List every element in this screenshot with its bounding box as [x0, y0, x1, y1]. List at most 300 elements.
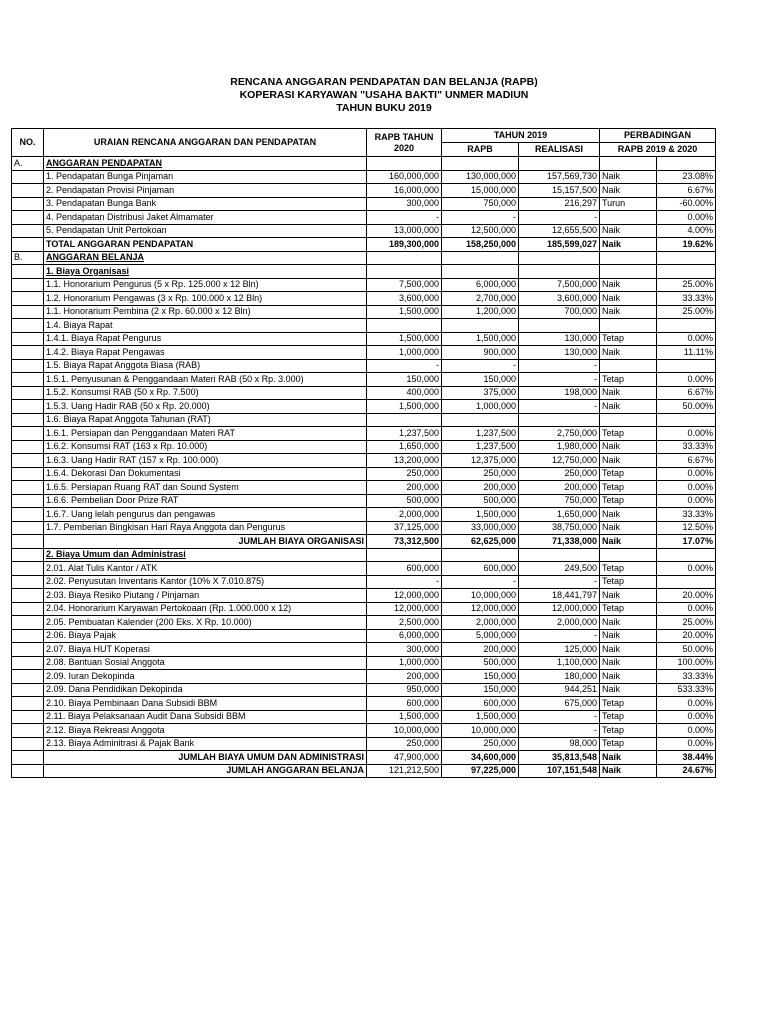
row-rapb-2020: - — [367, 211, 442, 225]
row-number — [12, 197, 44, 211]
row-number — [12, 467, 44, 481]
row-label: 1.2. Honorarium Pengawas (3 x Rp. 100.000 x 12 Bln) — [44, 292, 367, 306]
row-keterangan: Naik — [600, 589, 657, 603]
row-keterangan: Tetap — [600, 494, 657, 508]
row-rapb-2019: 6,000,000 — [442, 278, 519, 292]
header-rapb-2020-line1: RAPB TAHUN — [374, 131, 434, 142]
row-label: JUMLAH ANGGARAN BELANJA — [44, 764, 367, 778]
row-keterangan: Naik — [600, 400, 657, 414]
row-label: 2. Biaya Umum dan Administrasi — [44, 548, 367, 562]
row-realisasi — [519, 548, 600, 562]
table-row — [12, 548, 716, 562]
row-keterangan: Tetap — [600, 332, 657, 346]
table-row — [12, 602, 716, 616]
row-label: JUMLAH BIAYA UMUM DAN ADMINISTRASI — [44, 751, 367, 765]
row-realisasi — [519, 319, 600, 333]
table-row — [12, 508, 716, 522]
row-label: 2.10. Biaya Pembinaan Dana Subsidi BBM — [44, 697, 367, 711]
row-rapb-2020: 500,000 — [367, 494, 442, 508]
table-row — [12, 184, 716, 198]
row-percentage: 0.00% — [657, 211, 716, 225]
row-rapb-2019: 1,237,500 — [442, 427, 519, 441]
row-rapb-2020: 1,000,000 — [367, 346, 442, 360]
row-rapb-2020: 6,000,000 — [367, 629, 442, 643]
header-rapb-2020-line2: 2020 — [393, 142, 415, 153]
row-rapb-2019: 150,000 — [442, 683, 519, 697]
row-rapb-2019: - — [442, 575, 519, 589]
row-rapb-2019 — [442, 265, 519, 279]
row-rapb-2019: 5,000,000 — [442, 629, 519, 643]
header-rapb-2019: RAPB — [442, 143, 519, 157]
row-number — [12, 265, 44, 279]
row-realisasi: 185,599,027 — [519, 238, 600, 252]
row-realisasi: 198,000 — [519, 386, 600, 400]
row-rapb-2019: 750,000 — [442, 197, 519, 211]
table-row — [12, 467, 716, 481]
row-realisasi — [519, 413, 600, 427]
row-rapb-2020: 1,500,000 — [367, 332, 442, 346]
row-keterangan: Naik — [600, 670, 657, 684]
row-percentage: 0.00% — [657, 427, 716, 441]
row-rapb-2020: 189,300,000 — [367, 238, 442, 252]
table-row — [12, 454, 716, 468]
row-keterangan: Naik — [600, 521, 657, 535]
row-realisasi: 1,980,000 — [519, 440, 600, 454]
row-number — [12, 170, 44, 184]
row-keterangan: Tetap — [600, 427, 657, 441]
row-rapb-2019: 1,000,000 — [442, 400, 519, 414]
row-realisasi: 38,750,000 — [519, 521, 600, 535]
row-percentage — [657, 548, 716, 562]
row-rapb-2020 — [367, 548, 442, 562]
row-percentage: 33.33% — [657, 440, 716, 454]
row-rapb-2020: 121,212,500 — [367, 764, 442, 778]
row-label: 2.08. Bantuan Sosial Anggota — [44, 656, 367, 670]
table-row — [12, 251, 716, 265]
row-realisasi: 12,000,000 — [519, 602, 600, 616]
row-number — [12, 764, 44, 778]
row-percentage: 25.00% — [657, 278, 716, 292]
row-number — [12, 224, 44, 238]
row-rapb-2019: 250,000 — [442, 737, 519, 751]
report-title-line-1: RENCANA ANGGARAN PENDAPATAN DAN BELANJA (RAPB) — [230, 76, 538, 88]
row-rapb-2019: 375,000 — [442, 386, 519, 400]
row-percentage: 0.00% — [657, 562, 716, 576]
row-label: 1.6.6. Pembelian Door Prize RAT — [44, 494, 367, 508]
row-keterangan: Tetap — [600, 467, 657, 481]
row-label: 2.06. Biaya Pajak — [44, 629, 367, 643]
row-rapb-2020: 37,125,000 — [367, 521, 442, 535]
row-keterangan: Naik — [600, 292, 657, 306]
row-keterangan — [600, 359, 657, 373]
row-percentage: 33.33% — [657, 670, 716, 684]
row-realisasi: 216,297 — [519, 197, 600, 211]
row-rapb-2019: 900,000 — [442, 346, 519, 360]
row-percentage: 0.00% — [657, 481, 716, 495]
row-realisasi: 2,000,000 — [519, 616, 600, 630]
header-no: NO. — [12, 129, 44, 157]
row-realisasi: 130,000 — [519, 346, 600, 360]
row-keterangan: Tetap — [600, 710, 657, 724]
row-rapb-2019: 10,000,000 — [442, 589, 519, 603]
row-rapb-2019: - — [442, 359, 519, 373]
row-rapb-2019: 97,225,000 — [442, 764, 519, 778]
row-rapb-2020: 1,650,000 — [367, 440, 442, 454]
row-rapb-2020: 1,500,000 — [367, 400, 442, 414]
row-rapb-2019: 12,375,000 — [442, 454, 519, 468]
row-keterangan: Naik — [600, 224, 657, 238]
row-label: 2.09. Iuran Dekopinda — [44, 670, 367, 684]
row-keterangan: Turun — [600, 197, 657, 211]
row-number — [12, 413, 44, 427]
row-rapb-2019: - — [442, 211, 519, 225]
row-rapb-2020: 300,000 — [367, 643, 442, 657]
row-realisasi: 3,600,000 — [519, 292, 600, 306]
row-number — [12, 238, 44, 252]
table-row — [12, 656, 716, 670]
row-label: 1.5. Biaya Rapat Anggota Biasa (RAB) — [44, 359, 367, 373]
row-number — [12, 184, 44, 198]
row-percentage: 6.67% — [657, 386, 716, 400]
table-row — [12, 224, 716, 238]
row-number — [12, 440, 44, 454]
table-row — [12, 332, 716, 346]
table-row — [12, 710, 716, 724]
table-row — [12, 265, 716, 279]
table-row — [12, 319, 716, 333]
row-number — [12, 737, 44, 751]
header-perbandingan: PERBADINGAN — [600, 129, 716, 143]
row-number — [12, 319, 44, 333]
row-keterangan: Naik — [600, 643, 657, 657]
row-rapb-2019: 2,700,000 — [442, 292, 519, 306]
row-percentage: 0.00% — [657, 332, 716, 346]
row-rapb-2020 — [367, 265, 442, 279]
row-keterangan: Naik — [600, 305, 657, 319]
row-label: 2. Pendapatan Provisi Pinjaman — [44, 184, 367, 198]
row-percentage: 0.00% — [657, 724, 716, 738]
row-rapb-2020: - — [367, 575, 442, 589]
row-realisasi: 675,000 — [519, 697, 600, 711]
row-number — [12, 643, 44, 657]
row-label: 1.5.2. Konsumsi RAB (50 x Rp. 7.500) — [44, 386, 367, 400]
table-row — [12, 359, 716, 373]
row-number — [12, 400, 44, 414]
row-realisasi: - — [519, 400, 600, 414]
row-rapb-2020: 300,000 — [367, 197, 442, 211]
row-label: 1.1. Honorarium Pengurus (5 x Rp. 125.000 x 12 Bln) — [44, 278, 367, 292]
row-rapb-2020: 250,000 — [367, 467, 442, 481]
header-tahun-2019: TAHUN 2019 — [442, 129, 600, 143]
row-percentage: 4.00% — [657, 224, 716, 238]
row-rapb-2019: 1,500,000 — [442, 508, 519, 522]
row-rapb-2020: 950,000 — [367, 683, 442, 697]
row-label: 2.11. Biaya Pelaksanaan Audit Dana Subsidi BBM — [44, 710, 367, 724]
table-row — [12, 751, 716, 765]
table-row — [12, 373, 716, 387]
row-realisasi: 7,500,000 — [519, 278, 600, 292]
row-label: 2.02. Penyusutan Inventaris Kantor (10% X 7.010.875) — [44, 575, 367, 589]
row-keterangan: Tetap — [600, 481, 657, 495]
row-number — [12, 427, 44, 441]
row-label: 1.6.2. Konsumsi RAT (163 x Rp. 10.000) — [44, 440, 367, 454]
row-number — [12, 751, 44, 765]
row-rapb-2020: 400,000 — [367, 386, 442, 400]
row-rapb-2019: 200,000 — [442, 643, 519, 657]
row-label: 1.6.7. Uang lelah pengurus dan pengawas — [44, 508, 367, 522]
table-row — [12, 346, 716, 360]
table-row — [12, 494, 716, 508]
row-keterangan: Naik — [600, 629, 657, 643]
row-rapb-2020: 12,000,000 — [367, 589, 442, 603]
row-rapb-2019: 33,000,000 — [442, 521, 519, 535]
row-rapb-2020: 200,000 — [367, 481, 442, 495]
row-realisasi: 12,750,000 — [519, 454, 600, 468]
table-row — [12, 211, 716, 225]
row-number — [12, 683, 44, 697]
table-row — [12, 197, 716, 211]
row-realisasi: 71,338,000 — [519, 535, 600, 549]
row-keterangan: Tetap — [600, 602, 657, 616]
row-realisasi: 200,000 — [519, 481, 600, 495]
row-number — [12, 481, 44, 495]
header-rapb-compare: RAPB 2019 & 2020 — [600, 143, 716, 157]
row-realisasi: 15,157,500 — [519, 184, 600, 198]
row-number — [12, 575, 44, 589]
row-rapb-2020: 600,000 — [367, 697, 442, 711]
table-row — [12, 589, 716, 603]
row-number — [12, 359, 44, 373]
header-rapb-2020 — [367, 129, 442, 157]
row-realisasi — [519, 251, 600, 265]
row-number — [12, 332, 44, 346]
row-label: ANGGARAN BELANJA — [44, 251, 367, 265]
row-label: 5. Pendapatan Unit Pertokoan — [44, 224, 367, 238]
row-number — [12, 697, 44, 711]
row-keterangan: Naik — [600, 508, 657, 522]
row-label: JUMLAH BIAYA ORGANISASI — [44, 535, 367, 549]
row-realisasi: 130,000 — [519, 332, 600, 346]
table-row — [12, 238, 716, 252]
row-number: B. — [12, 251, 44, 265]
row-label: 2.03. Biaya Resiko Piutang / Pinjaman — [44, 589, 367, 603]
row-realisasi: 1,650,000 — [519, 508, 600, 522]
row-keterangan: Tetap — [600, 724, 657, 738]
row-percentage: 33.33% — [657, 292, 716, 306]
row-number — [12, 629, 44, 643]
row-percentage — [657, 265, 716, 279]
row-rapb-2020: 160,000,000 — [367, 170, 442, 184]
row-rapb-2020 — [367, 319, 442, 333]
row-number — [12, 616, 44, 630]
row-label: 1. Biaya Organisasi — [44, 265, 367, 279]
row-label: 2.04. Honorarium Karyawan Pertokoaan (Rp. 1.000.000 x 12) — [44, 602, 367, 616]
row-rapb-2019: 150,000 — [442, 373, 519, 387]
row-realisasi: 1,100,000 — [519, 656, 600, 670]
row-rapb-2020: 10,000,000 — [367, 724, 442, 738]
row-rapb-2020: 47,900,000 — [367, 751, 442, 765]
row-rapb-2019: 500,000 — [442, 494, 519, 508]
table-row — [12, 440, 716, 454]
row-percentage: 33.33% — [657, 508, 716, 522]
row-label: TOTAL ANGGARAN PENDAPATAN — [44, 238, 367, 252]
row-keterangan: Naik — [600, 656, 657, 670]
row-realisasi: 98,000 — [519, 737, 600, 751]
row-realisasi: - — [519, 211, 600, 225]
row-keterangan: Tetap — [600, 562, 657, 576]
table-row — [12, 413, 716, 427]
row-percentage: 50.00% — [657, 643, 716, 657]
row-percentage — [657, 575, 716, 589]
row-number — [12, 305, 44, 319]
row-number — [12, 373, 44, 387]
row-rapb-2020: 73,312,500 — [367, 535, 442, 549]
row-rapb-2020 — [367, 157, 442, 171]
row-rapb-2020: 1,000,000 — [367, 656, 442, 670]
row-number — [12, 602, 44, 616]
row-percentage: 20.00% — [657, 629, 716, 643]
row-rapb-2020: 7,500,000 — [367, 278, 442, 292]
row-realisasi: - — [519, 710, 600, 724]
row-keterangan: Naik — [600, 751, 657, 765]
row-keterangan: Naik — [600, 238, 657, 252]
table-row — [12, 521, 716, 535]
row-percentage: 0.00% — [657, 697, 716, 711]
row-rapb-2020: 1,500,000 — [367, 710, 442, 724]
table-row — [12, 170, 716, 184]
table-row — [12, 724, 716, 738]
table-row — [12, 400, 716, 414]
row-percentage — [657, 251, 716, 265]
row-rapb-2019: 600,000 — [442, 697, 519, 711]
row-label: 1.5.3. Uang Hadir RAB (50 x Rp. 20.000) — [44, 400, 367, 414]
row-label: 2.13. Biaya Adminitrasi & Pajak Bank — [44, 737, 367, 751]
row-keterangan: Naik — [600, 535, 657, 549]
row-percentage: 533.33% — [657, 683, 716, 697]
row-percentage: 100.00% — [657, 656, 716, 670]
row-keterangan: Naik — [600, 764, 657, 778]
row-number — [12, 278, 44, 292]
row-number — [12, 535, 44, 549]
row-percentage: 0.00% — [657, 737, 716, 751]
row-percentage — [657, 319, 716, 333]
row-rapb-2019 — [442, 413, 519, 427]
table-row — [12, 629, 716, 643]
row-rapb-2019: 150,000 — [442, 670, 519, 684]
row-percentage: 25.00% — [657, 616, 716, 630]
row-percentage: 50.00% — [657, 400, 716, 414]
row-realisasi: 944,251 — [519, 683, 600, 697]
table-row — [12, 737, 716, 751]
row-rapb-2020: 200,000 — [367, 670, 442, 684]
row-percentage: 24.67% — [657, 764, 716, 778]
row-rapb-2019: 2,000,000 — [442, 616, 519, 630]
row-rapb-2020: 13,000,000 — [367, 224, 442, 238]
row-rapb-2020: 2,500,000 — [367, 616, 442, 630]
row-rapb-2020: 250,000 — [367, 737, 442, 751]
row-keterangan — [600, 413, 657, 427]
row-keterangan: Naik — [600, 616, 657, 630]
row-rapb-2020: - — [367, 359, 442, 373]
row-percentage: 0.00% — [657, 710, 716, 724]
table-row — [12, 386, 716, 400]
row-rapb-2020: 150,000 — [367, 373, 442, 387]
row-percentage — [657, 359, 716, 373]
row-percentage: 11.11% — [657, 346, 716, 360]
row-rapb-2019: 1,200,000 — [442, 305, 519, 319]
row-number — [12, 562, 44, 576]
row-number — [12, 494, 44, 508]
row-realisasi: - — [519, 575, 600, 589]
row-label: 2.07. Biaya HUT Koperasi — [44, 643, 367, 657]
row-label: 1.6.3. Uang Hadir RAT (157 x Rp. 100.000) — [44, 454, 367, 468]
row-keterangan — [600, 211, 657, 225]
report-title-line-3: TAHUN BUKU 2019 — [336, 102, 432, 114]
row-number — [12, 346, 44, 360]
row-percentage: 25.00% — [657, 305, 716, 319]
report-title-line-2: KOPERASI KARYAWAN "USAHA BAKTI" UNMER MADIUN — [239, 89, 529, 101]
row-number — [12, 724, 44, 738]
row-keterangan: Tetap — [600, 575, 657, 589]
row-rapb-2019: 500,000 — [442, 656, 519, 670]
table-row — [12, 616, 716, 630]
row-keterangan: Tetap — [600, 737, 657, 751]
row-label: 1. Pendapatan Bunga Pinjaman — [44, 170, 367, 184]
row-rapb-2019: 250,000 — [442, 467, 519, 481]
row-number — [12, 548, 44, 562]
row-realisasi: - — [519, 359, 600, 373]
row-realisasi: 750,000 — [519, 494, 600, 508]
row-label: 1.4.2. Biaya Rapat Pengawas — [44, 346, 367, 360]
row-label: 2.12. Biaya Rekreasi Anggota — [44, 724, 367, 738]
header-realisasi: REALISASI — [519, 143, 600, 157]
row-keterangan: Naik — [600, 184, 657, 198]
row-rapb-2019: 15,000,000 — [442, 184, 519, 198]
row-number — [12, 656, 44, 670]
row-percentage: 23.08% — [657, 170, 716, 184]
row-realisasi: 700,000 — [519, 305, 600, 319]
row-rapb-2019: 10,000,000 — [442, 724, 519, 738]
row-number — [12, 521, 44, 535]
table-row — [12, 562, 716, 576]
row-percentage: 19.62% — [657, 238, 716, 252]
row-keterangan: Naik — [600, 346, 657, 360]
row-keterangan: Naik — [600, 440, 657, 454]
row-label: 2.05. Pembuatan Kalender (200 Eks. X Rp. 10.000) — [44, 616, 367, 630]
row-rapb-2019: 1,500,000 — [442, 332, 519, 346]
row-keterangan: Tetap — [600, 697, 657, 711]
row-keterangan — [600, 548, 657, 562]
row-label: 1.6. Biaya Rapat Anggota Tahunan (RAT) — [44, 413, 367, 427]
row-realisasi: 250,000 — [519, 467, 600, 481]
row-rapb-2020: 16,000,000 — [367, 184, 442, 198]
table-row — [12, 427, 716, 441]
row-rapb-2019: 62,625,000 — [442, 535, 519, 549]
row-number: A. — [12, 157, 44, 171]
row-rapb-2019: 200,000 — [442, 481, 519, 495]
row-number — [12, 710, 44, 724]
row-rapb-2020: 1,237,500 — [367, 427, 442, 441]
row-label: 2.01. Alat Tulis Kantor / ATK — [44, 562, 367, 576]
row-label: 1.5.1. Penyusunan & Penggandaan Materi RAB (50 x Rp. 3.000) — [44, 373, 367, 387]
row-realisasi: 18,441,797 — [519, 589, 600, 603]
row-realisasi: 180,000 — [519, 670, 600, 684]
row-rapb-2019: 130,000,000 — [442, 170, 519, 184]
row-rapb-2019: 34,600,000 — [442, 751, 519, 765]
row-percentage: 6.67% — [657, 454, 716, 468]
row-rapb-2019 — [442, 251, 519, 265]
table-row — [12, 670, 716, 684]
